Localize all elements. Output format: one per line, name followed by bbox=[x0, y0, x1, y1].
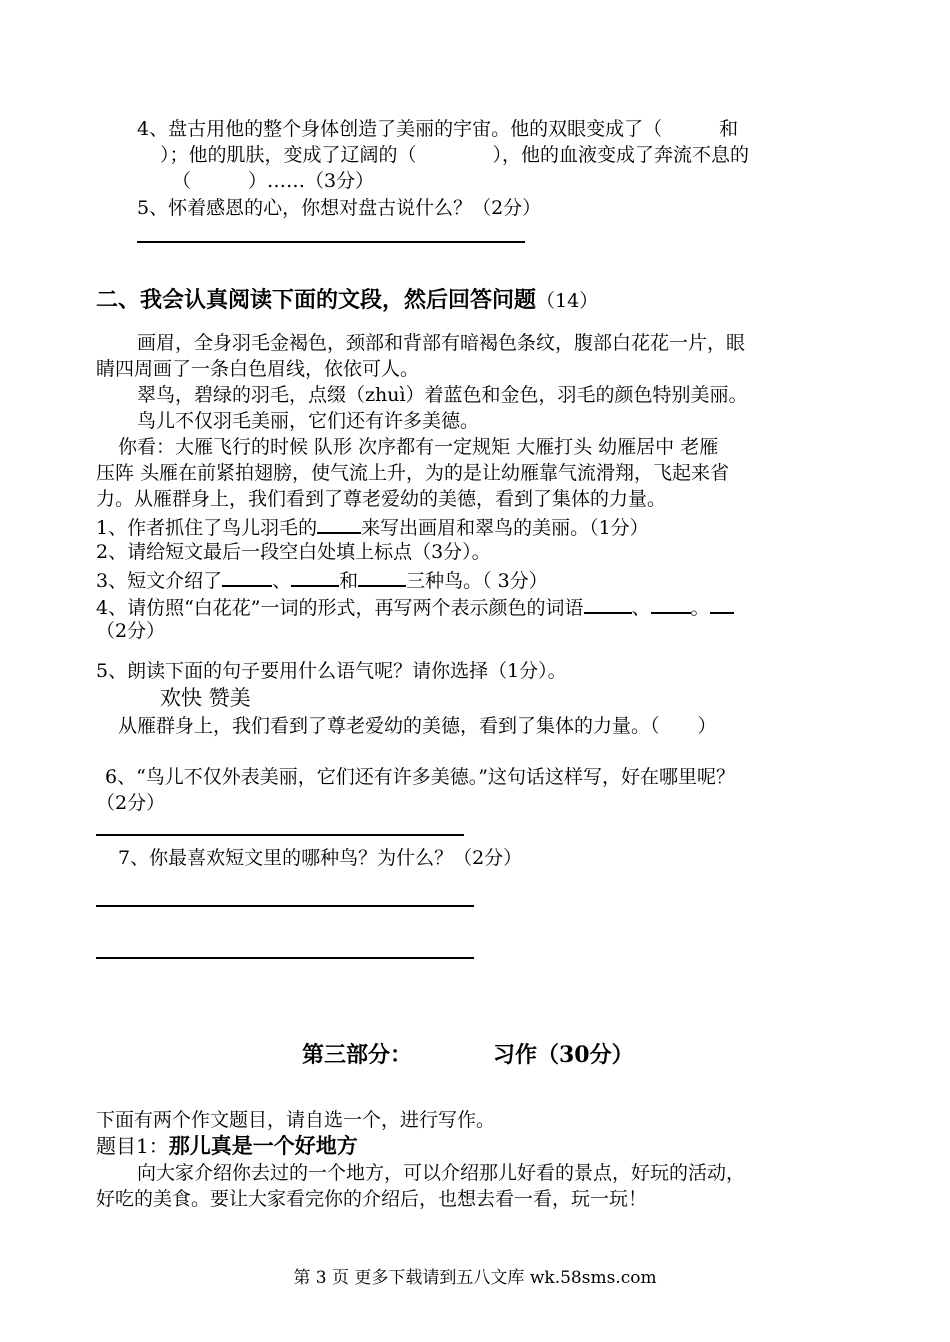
question-3 bbox=[96, 565, 548, 594]
blank-q3-1[interactable] bbox=[222, 565, 272, 587]
question-3-sep2: 和 bbox=[339, 570, 359, 592]
question-6-line1: 6、“鸟儿不仅外表美丽，它们还有许多美德。”这句话这样写，好在哪里呢？ bbox=[105, 766, 736, 788]
question-5: 5、朗读下面的句子要用什么语气呢？请你选择（1分）。 bbox=[96, 660, 567, 682]
answer-line-q7-2 bbox=[96, 957, 474, 959]
passage-p3: 鸟儿不仅羽毛美丽，它们还有许多美德。 bbox=[137, 410, 480, 432]
section-two-heading bbox=[96, 287, 598, 314]
question-4 bbox=[96, 592, 734, 621]
page-footer: 第 3 页 更多下载请到五八文库 wk.58sms.com bbox=[293, 1268, 657, 1288]
q4-line3: （ ）……（3分） bbox=[172, 170, 375, 192]
question-6-line2: （2分） bbox=[96, 792, 166, 814]
answer-line-q7-1 bbox=[96, 905, 474, 907]
topic-1-label: 题目1： bbox=[96, 1134, 169, 1158]
blank-q4-1[interactable] bbox=[584, 592, 632, 614]
question-1-a: 1、作者抓住了鸟儿羽毛的 bbox=[96, 517, 318, 539]
blank-q3-2[interactable] bbox=[291, 565, 339, 587]
passage-p4-line1: 你看：大雁飞行的时候 队形 次序都有一定规矩 大雁打头 幼雁居中 老雁 bbox=[118, 436, 719, 458]
question-1 bbox=[96, 512, 649, 541]
blank-q1[interactable] bbox=[317, 512, 361, 534]
passage-p1-line2: 睛四周画了一条白色眉线，依依可人。 bbox=[96, 358, 420, 380]
topic-1-title: 那儿真是一个好地方 bbox=[168, 1133, 358, 1158]
question-7: 7、你最喜欢短文里的哪种鸟？为什么？（2分） bbox=[118, 847, 523, 869]
question-3-b: 三种鸟。（ 3分） bbox=[406, 570, 548, 592]
passage-p4-line2: 压阵 头雁在前紧拍翅膀，使气流上升，为的是让幼雁靠气流滑翔，飞起来省 bbox=[96, 462, 730, 484]
writing-intro: 下面有两个作文题目，请自选一个，进行写作。 bbox=[96, 1109, 496, 1131]
question-3-a: 3、短文介绍了 bbox=[96, 570, 223, 592]
section-two-score: （14） bbox=[536, 290, 599, 312]
section-three-title-part: 第三部分： bbox=[302, 1042, 413, 1068]
topic-1-desc-line1: 向大家介绍你去过的一个地方，可以介绍那儿好看的景点，好玩的活动， bbox=[137, 1162, 746, 1184]
answer-line-q5 bbox=[137, 241, 525, 243]
answer-line-q6 bbox=[96, 834, 464, 836]
q4-line2: ）；他的肌肤，变成了辽阔的（ ），他的血液变成了奔流不息的 bbox=[160, 144, 750, 166]
passage-p4-line3: 力。从雁群身上，我们看到了尊老爱幼的美德，看到了集体的力量。 bbox=[96, 488, 667, 510]
section-two-heading-text: 二、我会认真阅读下面的文段，然后回答问题 bbox=[96, 287, 537, 313]
q4-line1: 4、盘古用他的整个身体创造了美丽的宇宙。他的双眼变成了（ 和 bbox=[137, 118, 739, 140]
blank-q4-2[interactable] bbox=[651, 592, 691, 614]
question-4-score: （2分） bbox=[96, 620, 166, 642]
blank-q3-3[interactable] bbox=[358, 565, 406, 587]
question-2: 2、请给短文最后一段空白处填上标点（3分）。 bbox=[96, 541, 491, 563]
question-4-a: 4、请仿照“白花花”一词的形式，再写两个表示颜色的词语 bbox=[96, 597, 584, 619]
passage-p2: 翠鸟，碧绿的羽毛，点缀（zhuì）着蓝色和金色，羽毛的颜色特别美丽。 bbox=[137, 384, 748, 406]
topic-1-heading bbox=[96, 1133, 358, 1160]
blank-q4-3[interactable] bbox=[710, 592, 734, 614]
question-4-sep2: 。 bbox=[690, 597, 710, 619]
question-5-options: 欢快 赞美 bbox=[160, 686, 251, 710]
question-3-sep1: 、 bbox=[272, 570, 292, 592]
section-three-title-name: 习作（30分） bbox=[493, 1042, 634, 1068]
q5-top: 5、怀着感恩的心，你想对盘古说什么？（2分） bbox=[137, 197, 542, 219]
topic-1-desc-line2: 好吃的美食。要让大家看完你的介绍后，也想去看一看，玩一玩！ bbox=[96, 1188, 648, 1210]
question-1-b: 来写出画眉和翠鸟的美丽。（1分） bbox=[361, 517, 649, 539]
passage-p1-line1: 画眉，全身羽毛金褐色，颈部和背部有暗褐色条纹，腹部白花花一片，眼 bbox=[137, 332, 746, 354]
question-4-sep1: 、 bbox=[631, 597, 651, 619]
question-5-sentence: 从雁群身上，我们看到了尊老爱幼的美德，看到了集体的力量。（ ） bbox=[118, 715, 717, 737]
